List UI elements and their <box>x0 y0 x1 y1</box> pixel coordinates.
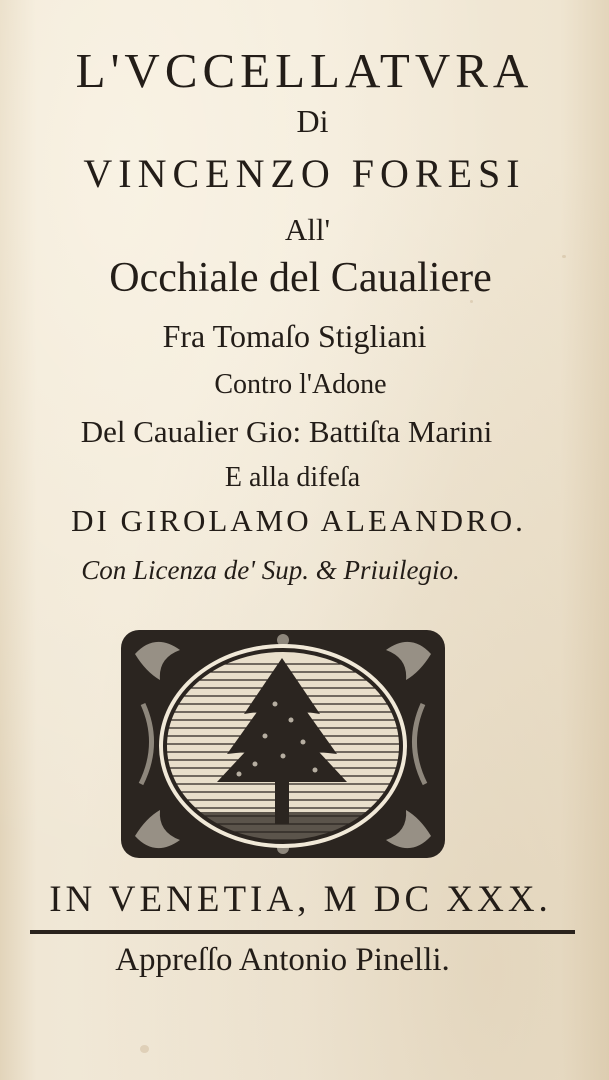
title-line-difesa: E alla difeſa <box>224 462 361 493</box>
title-line-di: Di <box>296 103 329 139</box>
title-line-uccellatura: L'VCCELLATVRA <box>75 43 534 98</box>
license-line: Con Licenza de' Sup. & Priuilegio. <box>81 555 460 585</box>
title-line-all: All' <box>284 212 331 247</box>
title-line-stigliani: Fra Tomaſo Stigliani <box>162 318 427 354</box>
author-name: VINCENZO FORESI <box>83 151 526 196</box>
title-line-occhiale: Occhiale del Caualiere <box>109 255 492 301</box>
tree-woodcut-icon <box>115 624 451 864</box>
imprint-place-date: IN VENETIA, M DC XXX. <box>49 879 552 920</box>
imprint-rule <box>30 930 575 934</box>
foxing-spot <box>140 1045 149 1053</box>
title-line-marini: Del Caualier Gio: Battiſta Marini <box>80 414 493 449</box>
title-line-adone: Contro l'Adone <box>214 369 387 400</box>
publisher-line: Appreſſo Antonio Pinelli. <box>115 942 450 978</box>
title-line-aleandro: DI GIROLAMO ALEANDRO. <box>71 503 526 538</box>
